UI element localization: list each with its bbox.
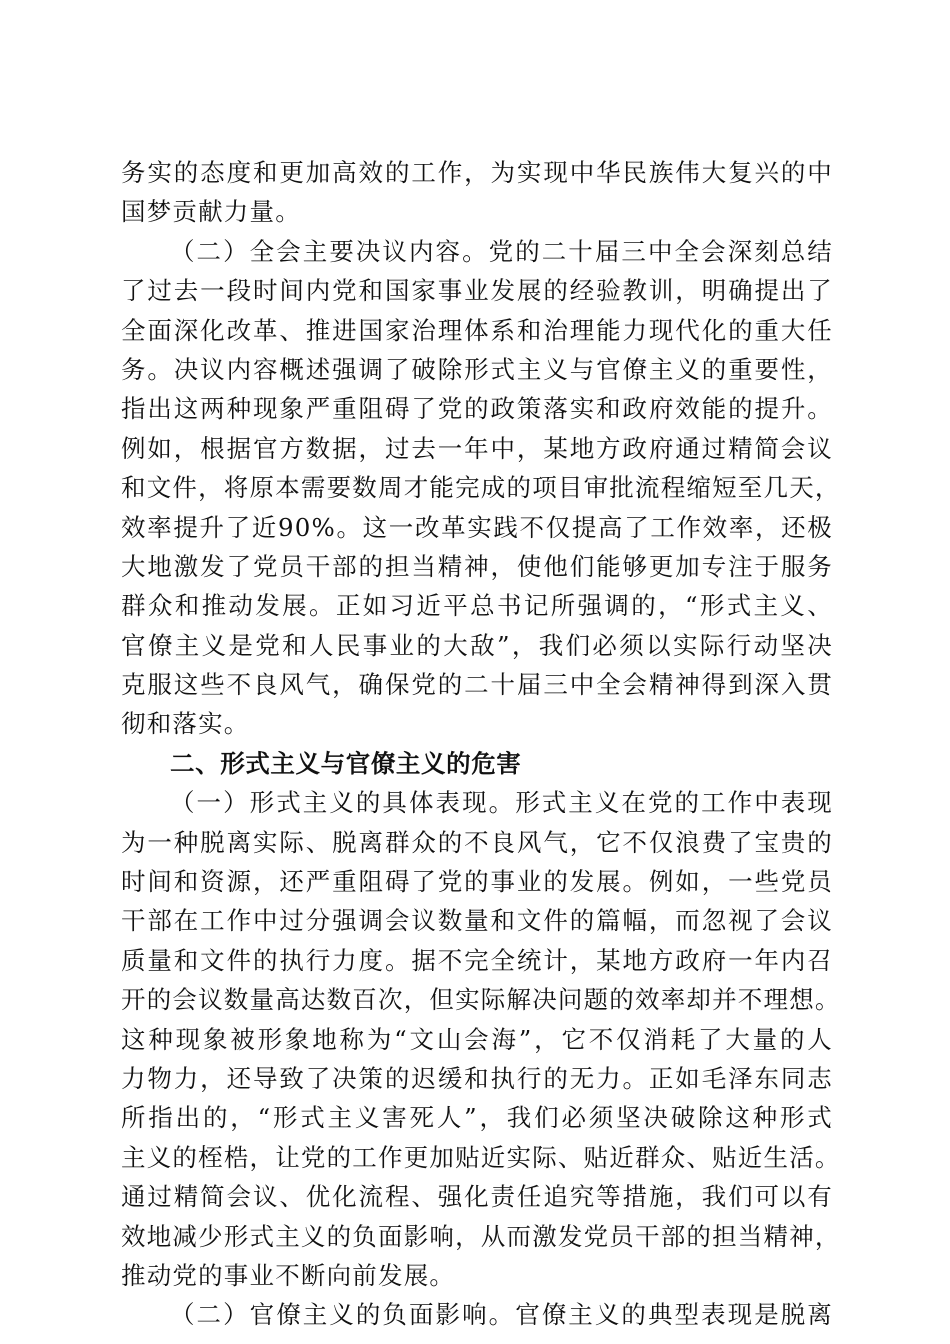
paragraph-bureaucratism xyxy=(121,1295,833,1334)
text-line: 干部在工作中过分强调会议数量和文件的篇幅，而忽视了会议 xyxy=(121,906,833,936)
text-line: 主义的桎梏，让党的工作更加贴近实际、贴近群众、贴近生活。 xyxy=(121,1142,841,1172)
text-line: 国梦贡献力量。 xyxy=(121,197,301,227)
text-line: 为一种脱离实际、脱离群众的不良风气，它不仅浪费了宝贵的 xyxy=(121,827,833,857)
text-line: 推动党的事业不断向前发展。 xyxy=(121,1260,456,1290)
text-line: 所指出的，“形式主义害死人”，我们必须坚决破除这种形式 xyxy=(121,1103,833,1133)
text-line: 克服这些不良风气，确保党的二十届三中全会精神得到深入贯 xyxy=(121,670,833,700)
text-line: （一）形式主义的具体表现。形式主义在党的工作中表现 xyxy=(170,788,833,818)
section-heading: 二、形式主义与官僚主义的危害 xyxy=(170,748,522,778)
text-line: 大地激发了党员干部的担当精神，使他们能够更加专注于服务 xyxy=(121,551,833,581)
text-line: 指出这两种现象严重阻碍了党的政策落实和政府效能的提升。 xyxy=(121,394,833,424)
text-line: （二）官僚主义的负面影响。官僚主义的典型表现是脱离 xyxy=(170,1300,833,1330)
document-body xyxy=(121,153,841,1335)
text-line: 开的会议数量高达数百次，但实际解决问题的效率却并不理想。 xyxy=(121,985,841,1015)
text-line: 效率提升了近90%。这一改革实践不仅提高了工作效率，还极 xyxy=(121,512,833,542)
text-line: 质量和文件的执行力度。据不完全统计，某地方政府一年内召 xyxy=(121,945,833,975)
text-line: 彻和落实。 xyxy=(121,709,250,739)
text-line: 务实的态度和更加高效的工作，为实现中华民族伟大复兴的中 xyxy=(121,158,833,187)
text-line: 效地减少形式主义的负面影响，从而激发党员干部的担当精神， xyxy=(121,1221,841,1251)
text-line: 官僚主义是党和人民事业的大敌”，我们必须以实际行动坚决 xyxy=(121,630,833,660)
paragraph-formalism xyxy=(121,783,841,1295)
text-line: 这种现象被形象地称为“文山会海”，它不仅消耗了大量的人 xyxy=(121,1024,833,1054)
paragraph-intro-tail xyxy=(121,153,833,232)
paragraph-resolution-content xyxy=(121,232,841,744)
text-line: 时间和资源，还严重阻碍了党的事业的发展。例如，一些党员 xyxy=(121,867,833,897)
text-line: 全面深化改革、推进国家治理体系和治理能力现代化的重大任 xyxy=(121,315,833,345)
text-line: 通过精简会议、优化流程、强化责任追究等措施，我们可以有 xyxy=(121,1182,833,1212)
text-line: （二）全会主要决议内容。党的二十届三中全会深刻总结 xyxy=(170,236,833,266)
text-line: 和文件，将原本需要数周才能完成的项目审批流程缩短至几天， xyxy=(121,473,841,503)
text-line: 力物力，还导致了决策的迟缓和执行的无力。正如毛泽东同志 xyxy=(121,1063,833,1093)
text-line: 例如，根据官方数据，过去一年中，某地方政府通过精简会议 xyxy=(121,433,833,463)
text-line: 了过去一段时间内党和国家事业发展的经验教训，明确提出了 xyxy=(121,276,833,306)
text-line: 群众和推动发展。正如习近平总书记所强调的，“形式主义、 xyxy=(121,591,833,621)
text-line: 务。决议内容概述强调了破除形式主义与官僚主义的重要性， xyxy=(121,354,833,384)
